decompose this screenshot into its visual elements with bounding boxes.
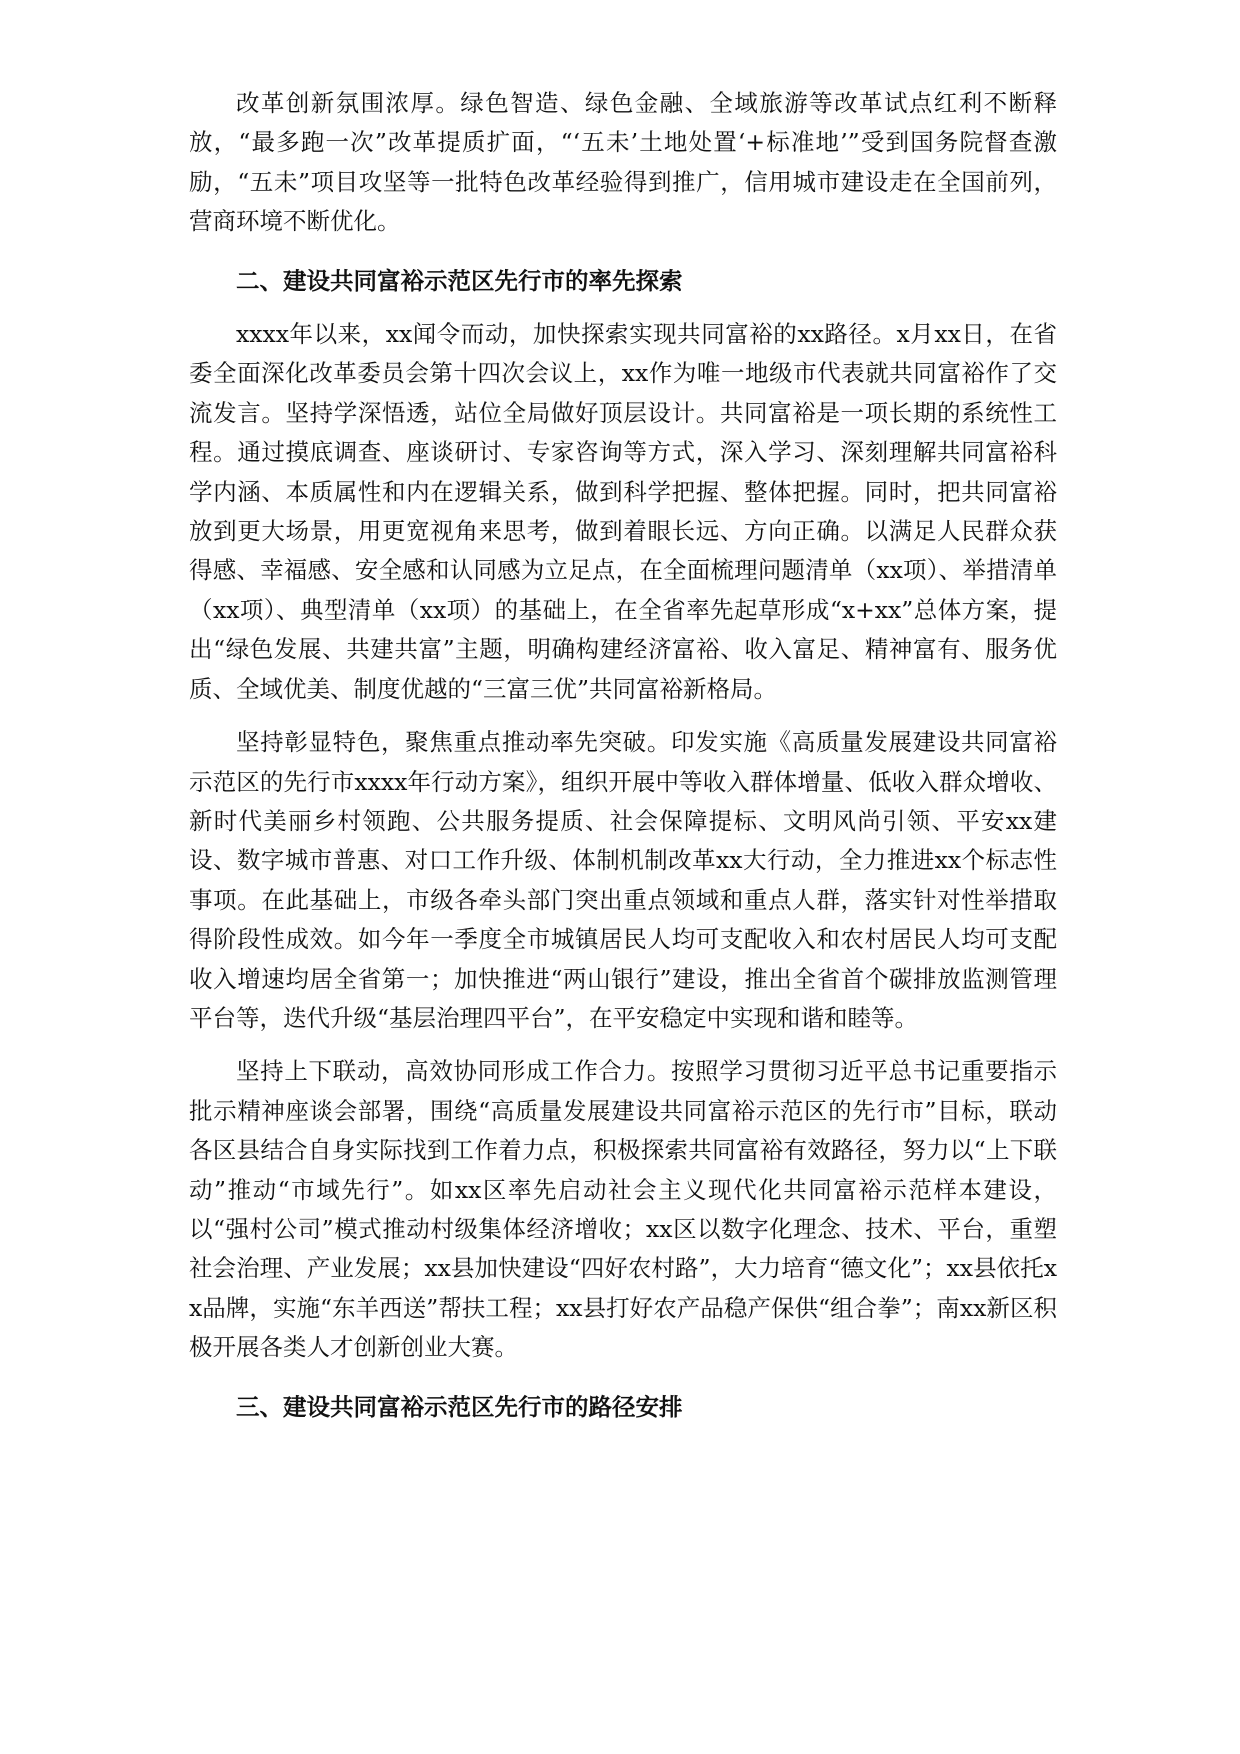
section-heading-3: 三、建设共同富裕示范区先行市的路径安排 — [236, 1392, 683, 1421]
paragraph-spacer — [189, 301, 1057, 315]
paragraph-spacer — [189, 709, 1057, 723]
paragraph-exploration: xxxx年以来，xx闻令而动，加快探索实现共同富裕的xx路径。x月xx日，在省委全面深化改革委员会第十四次会议上，xx作为唯一地级市代表就共同富裕作了交流发言。坚持学深悟透，站位全局做好顶层设计。共同富裕是一项长期的系统性工程。通过摸底调查、座谈研讨、专家咨询等方式，深入学习、深刻理解共同富裕科学内涵、本质属性和内在逻辑关系，做到科学把握、整体把握。同时，把共同富裕放到更大场景，用更宽视角来思考，做到着眼长远、方向正确。以满足人民群众获得感、幸福感、安全感和认同感为立足点，在全面梳理问题清单（xx项）、举措清单（xx项）、典型清单（xx项）的基础上，在全省率先起草形成“x+xx”总体方案，提出“绿色发展、共建共富”主题，明确构建经济富裕、收入富足、精神富有、服务优质、全域优美、制度优越的“三富三优”共同富裕新格局。 — [189, 320, 1057, 703]
paragraph-spacer — [189, 1368, 1057, 1388]
paragraph-highlight-features: 坚持彰显特色，聚焦重点推动率先突破。印发实施《高质量发展建设共同富裕示范区的先行市xxxx年行动方案》，组织开展中等收入群体增量、低收入群众增收、新时代美丽乡村领跑、公共服务提质、社会保障提标、文明风尚引领、平安xx建设、数字城市普惠、对口工作升级、体制机制改革xx大行动，全力推进xx个标志性事项。在此基础上，市级各牵头部门突出重点领域和重点人群，落实针对性举措取得阶段性成效。如今年一季度全市城镇居民人均可支配收入和农村居民人均可支配收入增速均居全省第一；加快推进“两山银行”建设，推出全省首个碳排放监测管理平台等，迭代升级“基层治理四平台”，在平安稳定中实现和谐和睦等。 — [189, 728, 1057, 1032]
paragraph-spacer — [189, 242, 1057, 262]
section-heading-2: 二、建设共同富裕示范区先行市的率先探索 — [236, 266, 683, 295]
paragraph-coordination: 坚持上下联动，高效协同形成工作合力。按照学习贯彻习近平总书记重要指示批示精神座谈会部署，围绕“高质量发展建设共同富裕示范区的先行市”目标，联动各区县结合自身实际找到工作着力点，积极探索共同富裕有效路径，努力以“上下联动”推动“市域先行”。如xx区率先启动社会主义现代化共同富裕示范样本建设，以“强村公司”模式推动村级集体经济增收；xx区以数字化理念、技术、平台，重塑社会治理、产业发展；xx县加快建设“四好农村路”，大力培育“德文化”；xx县依托xx品牌，实施“东羊西送”帮扶工程；xx县打好农产品稳产保供“组合拳”；南xx新区积极开展各类人才创新创业大赛。 — [189, 1057, 1057, 1362]
document-body — [189, 84, 1057, 1427]
paragraph-spacer — [189, 1038, 1057, 1052]
paragraph-reform-atmosphere: 改革创新氛围浓厚。绿色智造、绿色金融、全域旅游等改革试点红利不断释放，“最多跑一次”改革提质扩面，“‘五未’土地处置‘+标准地’”受到国务院督查激励，“五未”项目攻坚等一批特色改革经验得到推广，信用城市建设走在全国前列，营商环境不断优化。 — [189, 89, 1058, 236]
